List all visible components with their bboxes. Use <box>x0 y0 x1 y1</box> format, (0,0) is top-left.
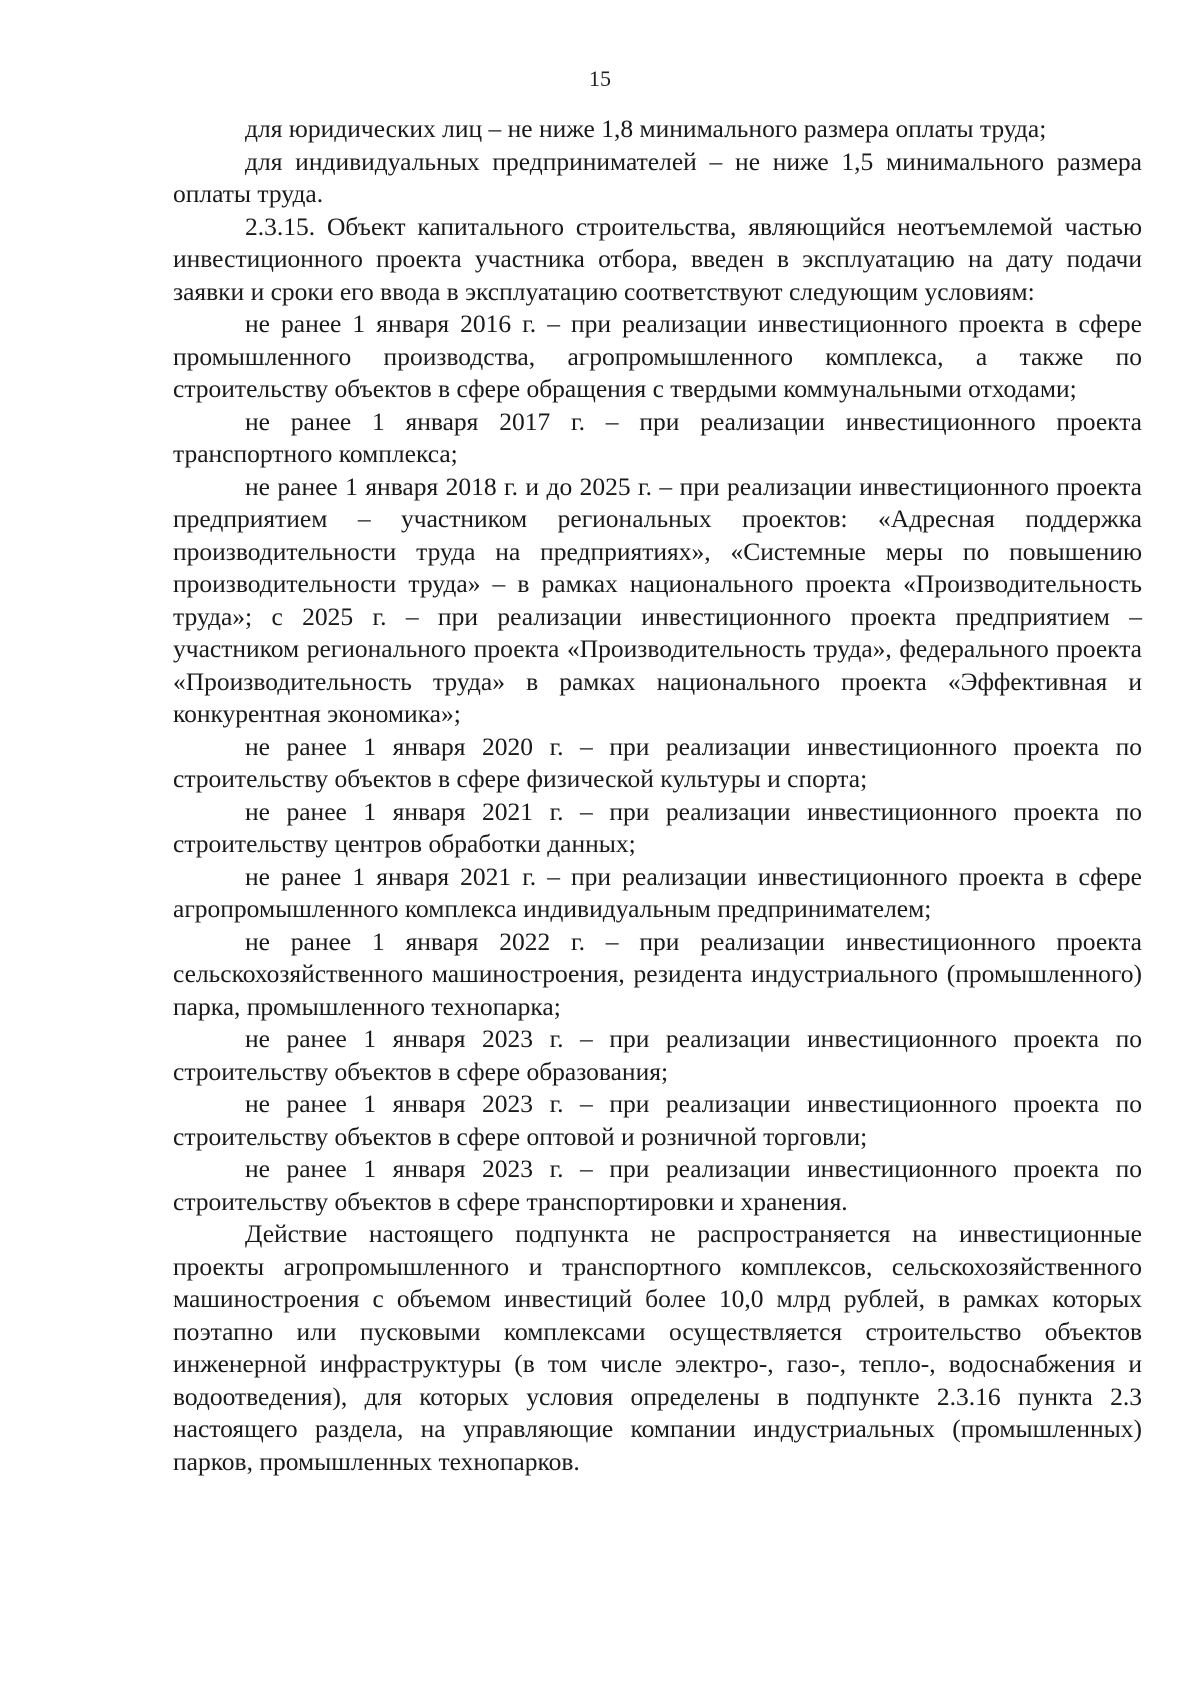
page-number: 15 <box>589 66 611 91</box>
paragraph-condition-2016: не ранее 1 января 2016 г. – при реализации инвестиционного проекта в сфере промышленного производства, агропромышленного комплекса, а также по строительству объектов в сфере обращения с твердыми коммунальными отходами; <box>173 309 1142 403</box>
paragraph-condition-2022: не ранее 1 января 2022 г. – при реализации инвестиционного проекта сельскохозяйственного машиностроения, резидента индустриального (промышленного) парка, промышленного технопарка; <box>173 926 1142 1021</box>
paragraph-legal-entities: для юридических лиц – не ниже 1,8 минимального размера оплаты труда; <box>245 114 1047 143</box>
paragraph-condition-2021-data-centers: не ранее 1 января 2021 г. – при реализации инвестиционного проекта по строительству центров обработки данных; <box>173 796 1142 858</box>
paragraph-exception: Действие настоящего подпункта не распространяется на инвестиционные проекты агропромышленного и транспортного комплексов, сельскохозяйственного машиностроения с объемом инвестиций более 10,0 млрд рублей, в рамках которых поэтапно или пусковыми комплексами осуществляется строительство объектов инженерной инфраструктуры (в том числе электро-, газо-, тепло-, водоснабжения и водоотведения), для которых условия определены в подпункте 2.3.16 пункта 2.3 настоящего раздела, на управляющие компании индустриальных (промышленных) парков, промышленных технопарков. <box>173 1219 1142 1476</box>
paragraph-condition-2018: не ранее 1 января 2018 г. и до 2025 г. – при реализации инвестиционного проекта предприятием – участником региональных проектов: «Адресная поддержка производительности труда на предприятиях», «Системные меры по повышению производительности труда» – в рамках национального проекта «Производительность труда»; с 2025 г. – при реализации инвестиционного проекта предприятием – участником регионального проекта «Производительность труда», федерального проекта «Производительность труда» в рамках национального проекта «Эффективная и конкурентная экономика»; <box>173 471 1142 728</box>
paragraph-individual-entrepreneurs: для индивидуальных предпринимателей – не ниже 1,5 минимального размера оплаты труда. <box>173 146 1142 208</box>
paragraph-condition-2020: не ранее 1 января 2020 г. – при реализации инвестиционного проекта по строительству объектов в сфере физической культуры и спорта; <box>173 731 1142 793</box>
paragraph-condition-2023-transport: не ранее 1 января 2023 г. – при реализации инвестиционного проекта по строительству объектов в сфере транспортировки и хранения. <box>173 1154 1142 1216</box>
paragraph-condition-2021-agro: не ранее 1 января 2021 г. – при реализации инвестиционного проекта в сфере агропромышленного комплекса индивидуальным предпринимателем; <box>173 861 1142 923</box>
paragraph-2-3-15: 2.3.15. Объект капитального строительства, являющийся неотъемлемой частью инвестиционного проекта участника отбора, введен в эксплуатацию на дату подачи заявки и сроки его ввода в эксплуатацию соответствуют следующим условиям: <box>173 211 1142 306</box>
paragraph-condition-2023-trade: не ранее 1 января 2023 г. – при реализации инвестиционного проекта по строительству объектов в сфере оптовой и розничной торговли; <box>173 1089 1142 1151</box>
paragraph-condition-2017: не ранее 1 января 2017 г. – при реализации инвестиционного проекта транспортного комплекса; <box>173 406 1142 468</box>
paragraph-condition-2023-education: не ранее 1 января 2023 г. – при реализации инвестиционного проекта по строительству объектов в сфере образования; <box>173 1024 1142 1086</box>
document-body <box>173 113 1142 1478</box>
